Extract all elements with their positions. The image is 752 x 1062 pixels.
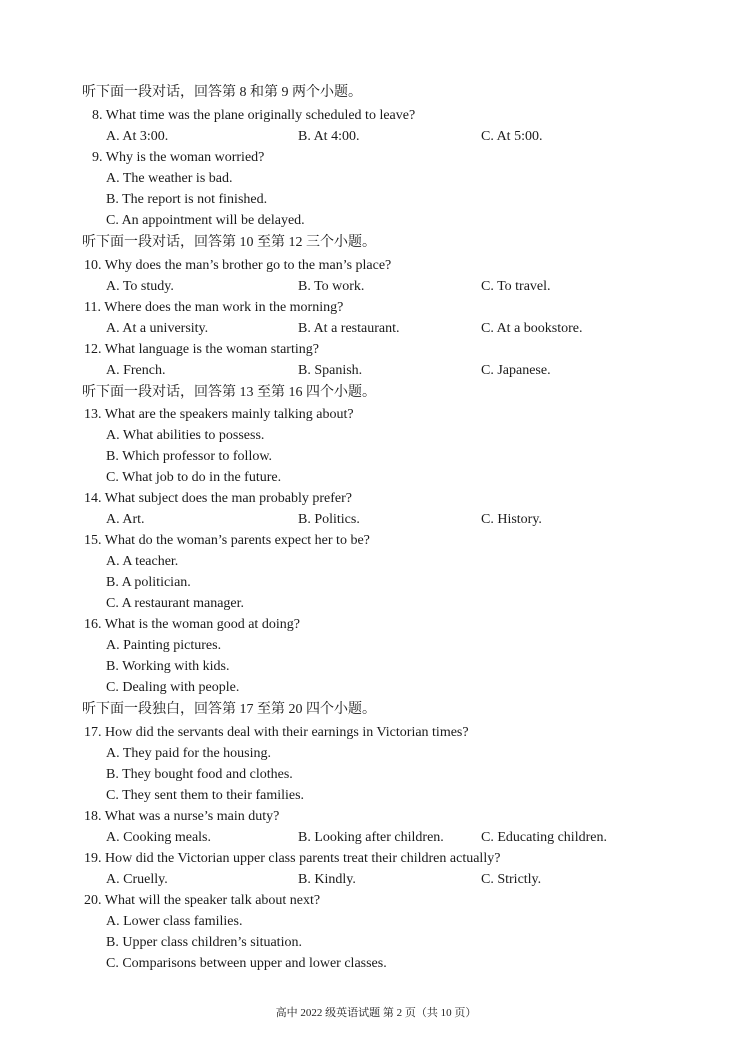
section-instruction: 听下面一段对话，回答第 8 和第 9 两个小题。 [82, 85, 362, 100]
option-12b: B. Spanish. [298, 363, 363, 378]
section-instruction: 听下面一段对话，回答第 13 至第 16 四个小题。 [82, 385, 376, 400]
option-17a: A. They paid for the housing. [106, 746, 271, 761]
option-10a: A. To study. [106, 279, 174, 294]
question-18: 18. What was a nurse’s main duty? [84, 809, 280, 824]
option-12a: A. French. [106, 363, 166, 378]
option-15a: A. A teacher. [106, 554, 179, 569]
question-14: 14. What subject does the man probably prefer? [84, 491, 352, 506]
question-20: 20. What will the speaker talk about next? [84, 893, 321, 908]
page-footer: 高中 2022 级英语试题 第 2 页（共 10 页） [275, 1007, 477, 1019]
option-18c: C. Educating children. [481, 830, 607, 845]
option-15b: B. A politician. [106, 575, 191, 590]
option-11c: C. At a bookstore. [481, 321, 583, 336]
option-20b: B. Upper class children’s situation. [106, 935, 302, 950]
option-13a: A. What abilities to possess. [106, 428, 265, 443]
option-10c: C. To travel. [481, 279, 551, 294]
option-20a: A. Lower class families. [106, 914, 243, 929]
option-20c: C. Comparisons between upper and lower classes. [106, 956, 387, 971]
question-15: 15. What do the woman’s parents expect her to be? [84, 533, 370, 548]
option-14a: A. Art. [106, 512, 145, 527]
question-8: 8. What time was the plane originally scheduled to leave? [92, 108, 416, 123]
option-10b: B. To work. [298, 279, 365, 294]
option-9c: C. An appointment will be delayed. [106, 213, 305, 228]
question-13: 13. What are the speakers mainly talking about? [84, 407, 354, 422]
option-17c: C. They sent them to their families. [106, 788, 305, 803]
question-11: 11. Where does the man work in the morning? [84, 300, 344, 315]
option-8a: A. At 3:00. [106, 129, 169, 144]
option-16b: B. Working with kids. [106, 659, 230, 674]
option-9a: A. The weather is bad. [106, 171, 233, 186]
option-12c: C. Japanese. [481, 363, 551, 378]
section-instruction: 听下面一段对话，回答第 10 至第 12 三个小题。 [82, 235, 376, 250]
question-10: 10. Why does the man’s brother go to the man’s place? [84, 258, 392, 273]
option-17b: B. They bought food and clothes. [106, 767, 293, 782]
option-16c: C. Dealing with people. [106, 680, 240, 695]
option-19c: C. Strictly. [481, 872, 542, 887]
option-14b: B. Politics. [298, 512, 360, 527]
option-11a: A. At a university. [106, 321, 209, 336]
option-9b: B. The report is not finished. [106, 192, 268, 207]
option-8b: B. At 4:00. [298, 129, 360, 144]
option-18b: B. Looking after children. [298, 830, 444, 845]
option-13b: B. Which professor to follow. [106, 449, 273, 464]
question-17: 17. How did the servants deal with their earnings in Victorian times? [84, 725, 469, 740]
option-18a: A. Cooking meals. [106, 830, 211, 845]
question-9: 9. Why is the woman worried? [92, 150, 265, 165]
option-19b: B. Kindly. [298, 872, 356, 887]
option-19a: A. Cruelly. [106, 872, 168, 887]
option-8c: C. At 5:00. [481, 129, 543, 144]
option-13c: C. What job to do in the future. [106, 470, 282, 485]
option-15c: C. A restaurant manager. [106, 596, 245, 611]
option-16a: A. Painting pictures. [106, 638, 222, 653]
question-19: 19. How did the Victorian upper class parents treat their children actually? [84, 851, 501, 866]
question-12: 12. What language is the woman starting? [84, 342, 319, 357]
section-instruction: 听下面一段独白，回答第 17 至第 20 四个小题。 [82, 702, 376, 717]
option-11b: B. At a restaurant. [298, 321, 400, 336]
option-14c: C. History. [481, 512, 542, 527]
question-16: 16. What is the woman good at doing? [84, 617, 300, 632]
